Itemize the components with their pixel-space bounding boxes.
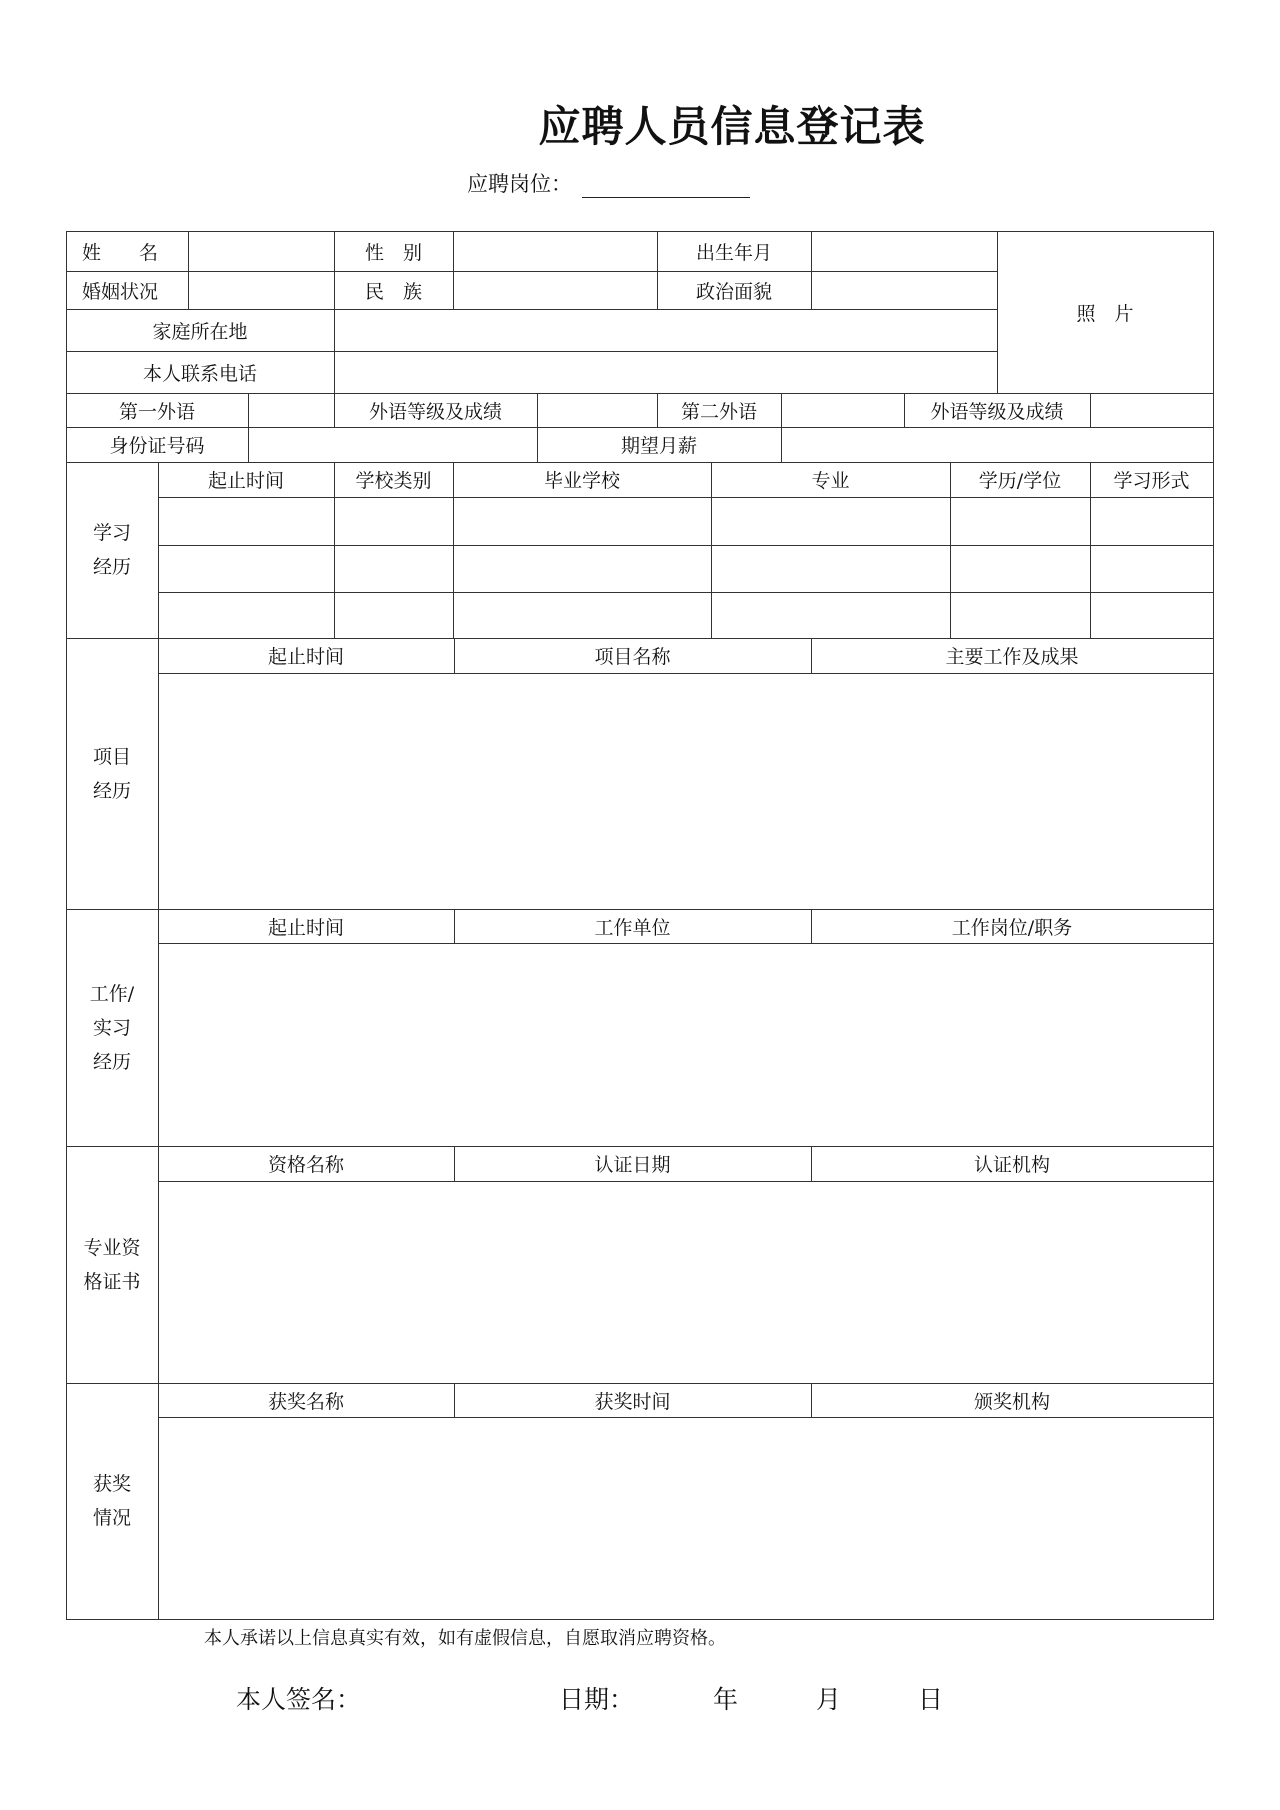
- project-col-period: 起止时间: [267, 646, 344, 668]
- signature-field[interactable]: [366, 1680, 546, 1714]
- lang1-label: 第一外语: [118, 400, 195, 423]
- awards-section-label: [66, 1383, 158, 1619]
- work-section-label: [66, 909, 158, 1146]
- salary-label: 期望月薪: [620, 435, 697, 457]
- work-content-area[interactable]: [158, 943, 1213, 1146]
- table-border-bottom: [66, 1619, 1214, 1620]
- name-input[interactable]: [188, 231, 334, 271]
- certificates-section-label: [66, 1146, 158, 1383]
- month-field[interactable]: [745, 1680, 815, 1714]
- birth-label: 出生年月: [695, 241, 772, 264]
- gender-input[interactable]: [453, 231, 657, 271]
- work-col-employer: 工作单位: [594, 916, 671, 939]
- project-col-name: 项目名称: [594, 646, 671, 668]
- award-col-date: 获奖时间: [594, 1390, 671, 1413]
- edu-col-study-mode: 学习形式: [1113, 470, 1190, 492]
- address-label: 家庭所在地: [152, 320, 248, 343]
- work-label-line3: 经历: [92, 1050, 131, 1073]
- edu-col-degree: 学历/学位: [978, 470, 1062, 492]
- education-label-line1: 学习: [92, 522, 131, 544]
- lang2-level-input[interactable]: [1090, 393, 1213, 427]
- awards-label-line2: 情况: [92, 1507, 131, 1529]
- awards-content-area[interactable]: [158, 1417, 1213, 1619]
- certificates-label-line1: 专业资: [83, 1236, 141, 1259]
- marital-label: 婚姻状况: [82, 280, 159, 303]
- lang1-input[interactable]: [248, 393, 334, 427]
- edu-col-school-type: 学校类别: [355, 470, 432, 492]
- certificates-content-area[interactable]: [158, 1181, 1213, 1383]
- position-input[interactable]: [582, 175, 750, 198]
- date-label: 日期：: [559, 1685, 635, 1714]
- name-label: [66, 231, 188, 271]
- year-field[interactable]: [630, 1680, 710, 1714]
- projects-label-line1: 项目: [92, 745, 131, 768]
- work-col-period: 起止时间: [267, 916, 344, 939]
- photo-box[interactable]: 照 片: [1076, 302, 1134, 325]
- ethnicity-input[interactable]: [453, 271, 657, 309]
- edu-row-3[interactable]: [158, 592, 1213, 638]
- edu-row-1[interactable]: [158, 497, 1213, 545]
- award-col-issuer: 颁奖机构: [973, 1390, 1050, 1413]
- work-label-line2: 实习: [92, 1016, 131, 1039]
- position-label: 应聘岗位：: [467, 172, 572, 196]
- page-title: [0, 94, 1214, 154]
- lang1-level-label: 外语等级及成绩: [368, 400, 502, 423]
- page-title-text: 应聘人员信息登记表: [538, 102, 926, 151]
- lang2-level-label: 外语等级及成绩: [930, 400, 1064, 423]
- id-input[interactable]: [248, 427, 537, 462]
- education-label-line2: 经历: [92, 556, 131, 578]
- work-label-line1: 工作/: [89, 982, 135, 1005]
- day-label: 日: [918, 1685, 944, 1714]
- work-col-position: 工作岗位/职务: [951, 916, 1073, 939]
- lang2-input[interactable]: [781, 393, 904, 427]
- signature-label: 本人签名：: [236, 1685, 362, 1714]
- edu-row-2[interactable]: [158, 545, 1213, 592]
- cert-col-name: 资格名称: [267, 1154, 344, 1176]
- projects-label-line2: 经历: [92, 779, 131, 802]
- table-border-right: [1213, 231, 1214, 1619]
- cert-col-date: 认证日期: [594, 1154, 671, 1176]
- phone-input[interactable]: [334, 351, 997, 393]
- month-label: 月: [816, 1685, 842, 1714]
- phone-label: 本人联系电话: [142, 362, 257, 385]
- id-label: 身份证号码: [109, 435, 205, 457]
- awards-label-line1: 获奖: [92, 1473, 131, 1495]
- edu-col-major: 专业: [811, 470, 850, 492]
- day-field[interactable]: [848, 1680, 918, 1714]
- marital-input[interactable]: [188, 271, 334, 309]
- lang2-label: 第二外语: [680, 400, 757, 423]
- name-label-text: 姓 名: [82, 241, 159, 264]
- salary-input[interactable]: [781, 427, 1213, 462]
- edu-col-school: 毕业学校: [543, 470, 620, 492]
- education-section-label: [66, 462, 158, 638]
- address-input[interactable]: [334, 309, 997, 351]
- lang1-level-input[interactable]: [537, 393, 657, 427]
- birth-input[interactable]: [811, 231, 997, 271]
- pledge-statement: 本人承诺以上信息真实有效，如有虚假信息，自愿取消应聘资格。: [204, 1628, 726, 1649]
- gender-label: 性 别: [364, 241, 422, 264]
- political-input[interactable]: [811, 271, 997, 309]
- ethnicity-label: 民 族: [364, 280, 422, 303]
- year-label: 年: [713, 1685, 739, 1714]
- cert-col-issuer: 认证机构: [973, 1154, 1050, 1176]
- award-col-name: 获奖名称: [267, 1390, 344, 1413]
- edu-col-period: 起止时间: [207, 470, 284, 492]
- projects-section-label: [66, 638, 158, 909]
- certificates-label-line2: 格证书: [83, 1270, 141, 1293]
- projects-content-area[interactable]: [158, 673, 1213, 909]
- political-label: 政治面貌: [695, 280, 772, 303]
- position-row: [467, 168, 750, 198]
- project-col-achievements: 主要工作及成果: [945, 646, 1079, 668]
